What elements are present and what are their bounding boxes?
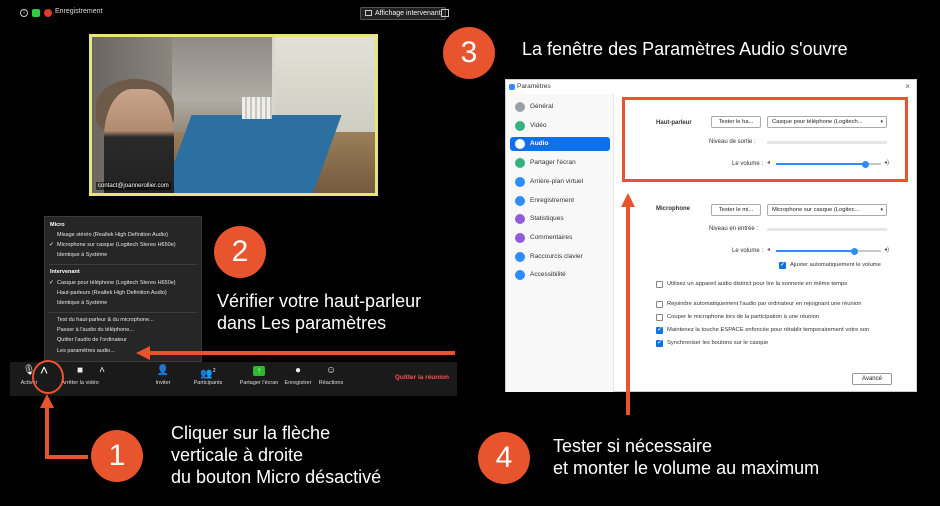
sidebar-item-label: Général (530, 103, 554, 110)
menu-item-test-audio[interactable]: Test du haut-parleur & du microphone... (57, 317, 154, 323)
speaker-view-label: Affichage intervenant (375, 10, 441, 17)
mic-muted-icon: 🎙 (22, 365, 36, 376)
option-label-1: Rejoindre automatiquement l'audio par ordinateur en rejoignant une réunion (667, 301, 862, 307)
close-icon[interactable]: × (905, 82, 910, 91)
participants-count: 2 (212, 368, 216, 374)
menu-item-mic-0[interactable]: Mixage stéréo (Realtek High Definition Audio) (57, 232, 168, 238)
chevron-down-icon: ▾ (880, 119, 883, 125)
menu-item-mic-2[interactable]: Identique à Système (57, 252, 108, 258)
sidebar-item-label: Commentaires (530, 233, 573, 241)
sidebar-item-label: Enregistrement (530, 196, 575, 204)
menu-item-audio-settings[interactable]: Les paramètres audio... (57, 348, 115, 354)
option-label-4: Synchroniser les boutons sur le casque (667, 340, 769, 346)
volume-high-icon: ◂) (884, 247, 890, 253)
step-1-line: Cliquer sur la flèche (171, 423, 331, 443)
sidebar-item-label: Arrière-plan virtuel (530, 177, 584, 185)
add-user-icon: 👤 (156, 365, 170, 376)
participants-icon: 👥$^2$ (200, 368, 216, 380)
menu-item-speaker-0[interactable]: Casque pour téléphone (Logitech Stereo H650e) (57, 280, 176, 286)
share-label: Partager l'écran (239, 380, 279, 386)
arrow-step-4-head (621, 193, 635, 207)
leave-meeting-button[interactable]: Quitter la réunion (394, 374, 449, 381)
participant-name-label: contact@joannerollier.com (98, 183, 169, 189)
video-label: Arrêter la vidéo (61, 380, 99, 386)
recording-label: Enregistrement (55, 8, 103, 15)
share-screen-icon: ↑ (253, 366, 265, 376)
menu-heading-mic: Micro (50, 222, 65, 228)
volume-low-icon: ◂ (767, 247, 771, 253)
output-level-label: Niveau de sortie : (709, 139, 756, 145)
test-speaker-button[interactable]: Tester le ha... (711, 116, 761, 128)
sidebar-item-label: Audio (530, 140, 549, 148)
reactions-label: Réactions (318, 380, 344, 386)
step-3-line: La fenêtre des Paramètres Audio s'ouvre (522, 39, 848, 59)
sidebar-item-label: Statistiques (530, 215, 564, 223)
record-label: Enregistrer (284, 380, 312, 386)
microphone-select-value: Microphone sur casque (Logitec... (772, 207, 860, 213)
advanced-button[interactable]: Avancé (852, 373, 892, 385)
step-4-line: et monter le volume au maximum (553, 458, 820, 478)
auto-adjust-label: Ajuster automatiquement le volume (790, 262, 881, 268)
step-1-line: du bouton Micro désactivé (171, 467, 382, 487)
chevron-down-icon: ▾ (880, 207, 883, 213)
emoji-icon: ☺ (325, 365, 337, 376)
step-2-line: Vérifier votre haut-parleur (217, 291, 422, 311)
input-level-label: Niveau en entrée : (709, 226, 759, 232)
step-4-badge: 4 (478, 432, 530, 484)
step-3-badge: 3 (443, 27, 495, 79)
test-mic-button[interactable]: Tester le mi... (711, 204, 761, 216)
settings-title: Paramètres (517, 83, 551, 90)
record-circle-icon: ● (294, 365, 302, 376)
check-icon: ✓ (49, 242, 55, 248)
menu-item-leave-audio[interactable]: Quitter l'audio de l'ordinateur (57, 337, 127, 343)
menu-heading-speaker: Intervenant (50, 269, 80, 275)
step-2-line: dans Les paramètres (217, 313, 387, 333)
info-icon[interactable]: i (20, 9, 28, 17)
step-2-badge: 2 (214, 226, 266, 278)
chevron-up-icon: ˄ (99, 365, 105, 376)
arrow-step-1-line (47, 405, 88, 457)
volume-low-icon: ◂ (767, 160, 771, 166)
invite-label: Inviter (155, 380, 171, 386)
sidebar-item-label: Partager l'écran (530, 159, 576, 167)
speaker-section-label: Haut-parleur (656, 120, 692, 126)
arrow-step-1-head (40, 394, 54, 408)
audio-options-caret-icon[interactable]: ˄ (40, 362, 49, 378)
menu-item-phone-audio[interactable]: Passer à l'audio du téléphone... (57, 327, 134, 333)
arrow-step-2-head (136, 346, 150, 360)
speaker-volume-label: Le volume : (732, 161, 764, 167)
step-1-line: verticale à droite (171, 445, 304, 465)
sidebar-item-label: Vidéo (530, 121, 547, 129)
option-label-3: Maintenez la touche ESPACE enfoncée pour rétablir temporairement votre son (667, 327, 870, 333)
sidebar-item-label: Raccourcis clavier (530, 252, 583, 260)
step-4-line: Tester si nécessaire (553, 436, 713, 456)
mic-volume-label: Le volume : (732, 248, 764, 254)
step-1-badge: 1 (91, 430, 143, 482)
arrow-step-1 (47, 405, 88, 457)
microphone-section-label: Microphone (656, 206, 690, 212)
option-label-0: Utilisez un appareil audio distinct pour lire la sonnerie en même temps (667, 281, 848, 287)
option-label-2: Couper le microphone lors de la participation à une réunion (667, 314, 820, 320)
participants-label: Participants (193, 380, 223, 386)
menu-item-speaker-2[interactable]: Identique à Système (57, 300, 108, 306)
camera-icon: ■ (76, 365, 84, 376)
check-icon: ✓ (49, 280, 55, 286)
volume-high-icon: ◂) (884, 160, 890, 166)
menu-item-mic-1[interactable]: Microphone sur casque (Logitech Stereo H650e) (57, 242, 176, 248)
sidebar-item-label: Accessibilité (530, 271, 566, 279)
mic-label: Activer (20, 380, 38, 386)
menu-item-speaker-1[interactable]: Haut-parleurs (Realtek High Definition Audio) (57, 290, 167, 296)
speaker-select-value: Casque pour téléphone (Logitech... (772, 119, 863, 125)
